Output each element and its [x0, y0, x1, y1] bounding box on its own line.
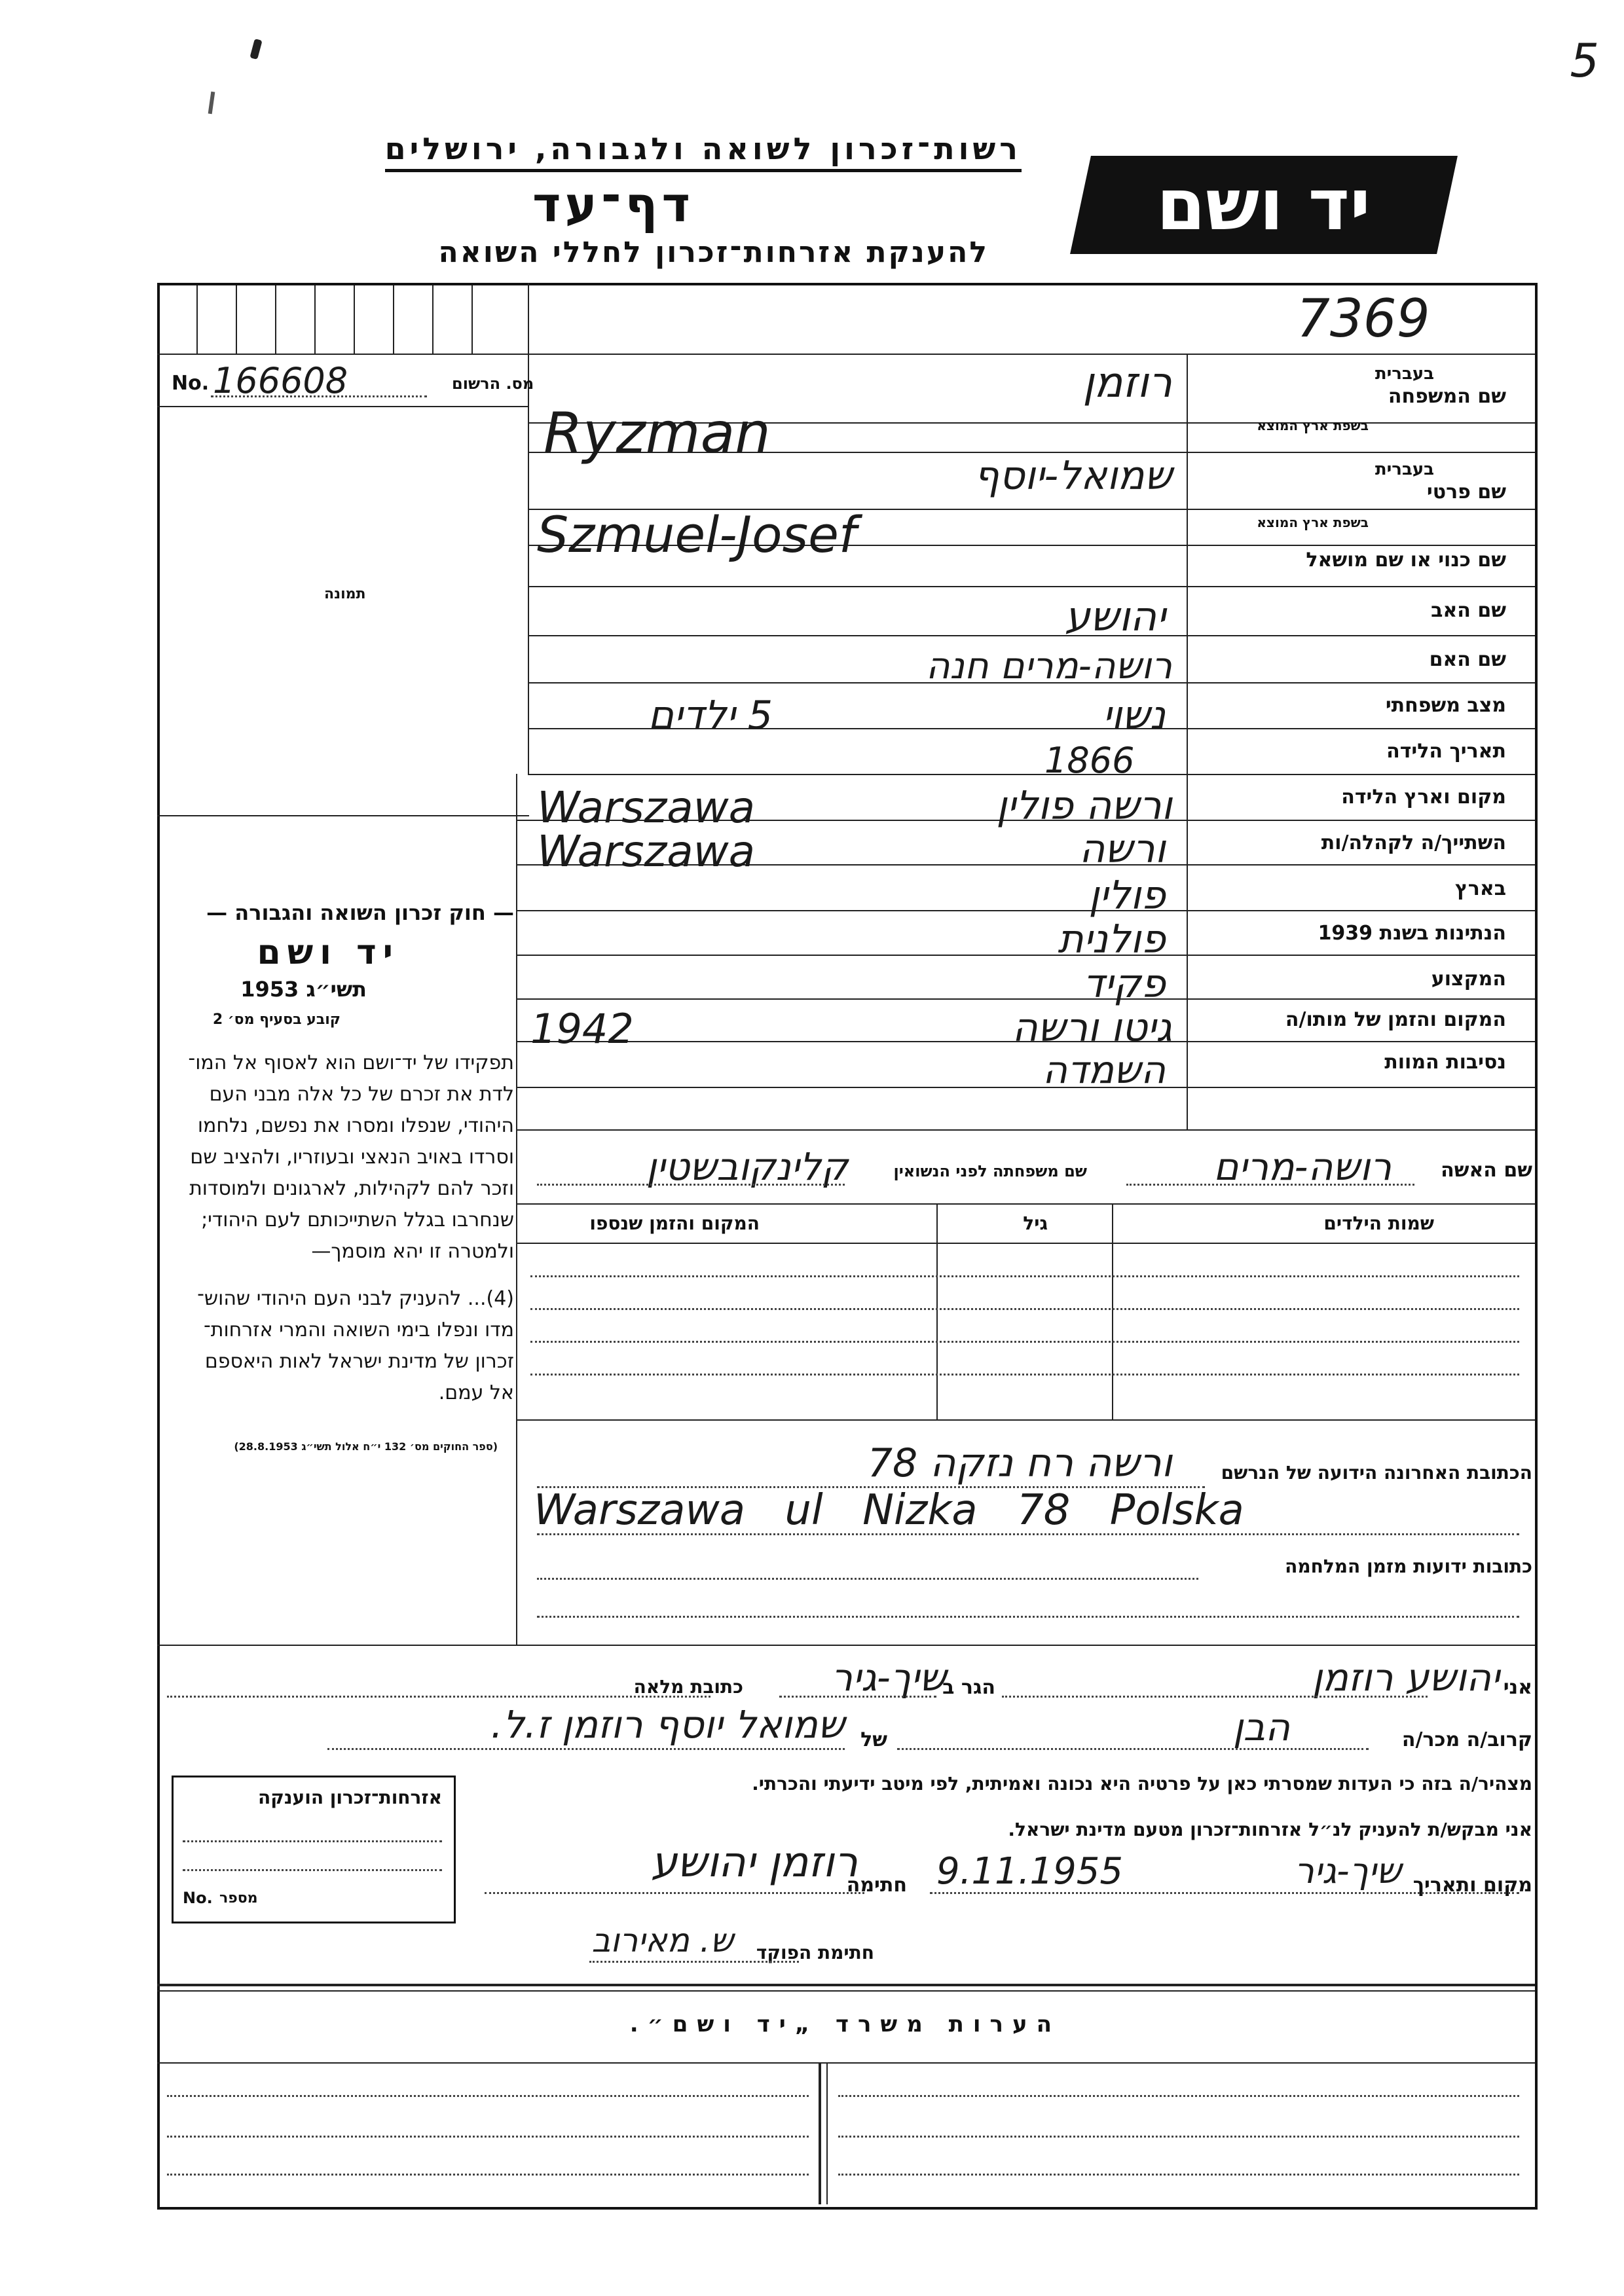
declaration-statement-2: אני מבקש/ת להעניק לנ״ל אזרחות־זכרון מטעם מדינת ישראל. — [1008, 1819, 1532, 1840]
registration-number: 166608 — [213, 360, 348, 401]
last-address-latin: Warszawa ul Nizka 78 Polska — [534, 1486, 1244, 1535]
law-line: לדת את זכרם של כל אלה מבני העם — [209, 1083, 514, 1106]
mother-label: שם האם — [1429, 648, 1506, 671]
citizenship-box-no: No. — [183, 1889, 213, 1907]
law-source: (ספר החוקים מס׳ 132 י״ח אלול תשי״ג 28.8.1953) — [234, 1440, 498, 1453]
country-value: פולין — [1088, 873, 1166, 919]
office-notes-title: הערות משרד „יד ושם״. — [629, 2011, 1061, 2037]
law-clause: קובע בסעיף מס׳ 2 — [212, 1011, 341, 1028]
full-address-label: כתובת מלאה — [633, 1676, 743, 1698]
yad-vashem-logo — [1070, 156, 1458, 254]
record-number: 7369 — [1297, 288, 1430, 349]
marital-children-value: 5 ילדים — [648, 693, 773, 738]
nationality-value: פולנית — [1058, 917, 1166, 962]
law-title: — חוק זכרון השואה והגבורה — — [206, 900, 514, 925]
children-place-header: המקום והזמן שנספו — [589, 1212, 760, 1234]
law-line: וסרדו באויב הנאצי ובעוזריו, ולהציב שם — [190, 1146, 514, 1169]
first-hebrew-sub: בעברית — [1375, 460, 1434, 479]
of-label: של — [860, 1728, 887, 1751]
of-name-value: שמואל יוסף רוזמן ז.ל. — [490, 1702, 845, 1747]
family-name-label: שם המשפחה — [1388, 385, 1506, 408]
community-hebrew: ורשה — [1079, 826, 1166, 872]
wife-maiden-value: קלינקובשטין — [646, 1144, 848, 1189]
form-subtitle: להענקת אזרחות־זכרון לחללי השואה — [438, 236, 989, 269]
wife-label: שם האשה — [1441, 1159, 1532, 1182]
first-latin-value: Szmuel-Josef — [537, 505, 857, 564]
father-value: יהושע — [1064, 592, 1166, 640]
nickname-label: שם כנוי או שם מושאל — [1306, 549, 1506, 572]
official-signature-label: חתימת הפוקד — [756, 1942, 874, 1963]
citizenship-box-title: אזרחות־זכרון הוענקה — [258, 1787, 442, 1808]
community-latin: Warszawa — [537, 826, 756, 877]
authority-title: רשות־זכרון לשואה ולגבורה, ירושלים — [385, 131, 1022, 172]
profession-value: פקיד — [1082, 961, 1166, 1007]
law-line: היהודי, שנפלו ומסרו את נפשם, נלחמו — [197, 1114, 514, 1137]
birthplace-latin: Warszawa — [537, 782, 756, 833]
death-place-label: המקום והזמן של מותו/ה — [1285, 1008, 1506, 1031]
place-value: שיך-גיר — [1294, 1850, 1401, 1891]
family-origin-sub: בשפת ארץ המוצא — [1257, 418, 1369, 433]
community-label: השתייך/ה לקהלה/ות — [1321, 831, 1506, 854]
place-date-label: מקום ותאריך — [1412, 1874, 1532, 1897]
punch-mark — [249, 39, 262, 60]
law-line: ולמטרה זו יהא מוסמך— — [311, 1240, 514, 1263]
law-line: שנחרבו בגלל השתייכותם לעם היהודי; — [201, 1209, 514, 1231]
marital-value: נשוי — [1102, 693, 1166, 738]
law-paragraph-1 — [174, 1048, 514, 1267]
father-label: שם האב — [1431, 599, 1506, 622]
first-hebrew-value: שמואל-יוסף — [974, 453, 1172, 499]
declarant-label: אני — [1503, 1676, 1532, 1699]
children-age-header: גיל — [1023, 1212, 1048, 1234]
war-address-label: כתובות ידועות מזמן המלחמה — [1285, 1556, 1532, 1577]
first-name-label: שם פרטי — [1426, 481, 1506, 503]
law-line: וזכר להם לקהילות, לארגונים ולמוסדות — [189, 1177, 514, 1200]
form-title: דף־עד — [532, 177, 694, 233]
nationality-label: הנתינות בשנת 1939 — [1318, 922, 1506, 945]
children-names-header: שמות הילדים — [1323, 1212, 1434, 1234]
law-line: תפקידו של יד־ושם הוא לאסוף אל המו־ — [188, 1051, 514, 1074]
family-hebrew-value: רוזמן — [1082, 359, 1172, 407]
citizenship-granted-box — [172, 1776, 456, 1923]
death-place-value: גיטו ורשה — [1012, 1005, 1172, 1051]
death-year-value: 1942 — [530, 1005, 634, 1053]
logo-text: יד ושם — [1156, 164, 1371, 246]
citizenship-box-number: מספר — [219, 1890, 258, 1906]
signature-label: חתימה — [846, 1874, 907, 1897]
date-value: 9.11.1955 — [936, 1850, 1124, 1893]
law-line: אל עמם. — [438, 1381, 514, 1404]
law-line: זכרון של מדינת ישראל לאות היאספם — [204, 1350, 514, 1373]
birthplace-label: מקום וארץ הלידה — [1341, 786, 1506, 809]
birthplace-hebrew: ורשה פולין — [996, 783, 1172, 829]
punch-mark — [208, 92, 215, 115]
declarant-town: שיך-גיר — [831, 1655, 946, 1700]
law-line: (4)... להעניק לבני העם היהודי שהוש־ — [197, 1287, 514, 1310]
resides-label: הגר ב — [942, 1676, 995, 1699]
registration-prefix: No. — [172, 372, 210, 395]
photo-label: תמונה — [324, 586, 366, 602]
family-latin-value: Ryzman — [544, 401, 771, 466]
marital-label: מצב משפחתי — [1385, 694, 1506, 717]
law-paragraph-2 — [174, 1283, 514, 1409]
signature-value: רוזמן יהושע — [651, 1838, 858, 1887]
law-line: מדו ונפלו בימי השואה והמרי אזרחות־ — [203, 1319, 514, 1341]
mother-value: רושה-מרים חנה — [925, 645, 1172, 687]
last-address-label: הכתובת האחרונה הידועה של הנרשם — [1221, 1462, 1532, 1484]
wife-value: רושה-מרים — [1213, 1144, 1392, 1189]
registration-label: מס. הרשום — [452, 374, 534, 393]
profession-label: המקצוע — [1431, 968, 1506, 991]
law-name: יד ושם — [257, 933, 399, 972]
birthdate-label: תאריך הלידה — [1386, 740, 1506, 763]
birthdate-value: 1866 — [1044, 740, 1135, 781]
official-signature-value: ש. מאירוב — [591, 1922, 733, 1959]
last-address-hebrew: ורשה רח נזקה 78 — [867, 1440, 1172, 1486]
relative-label: קרוב/ה מכר/ה — [1401, 1728, 1532, 1751]
family-hebrew-sub: בעברית — [1375, 364, 1434, 384]
country-label: בארץ — [1454, 877, 1506, 900]
death-circumstance-value: השמדה — [1043, 1048, 1166, 1092]
wife-maiden-label: שם משפחתה לפני הנשואין — [893, 1162, 1087, 1180]
declarant-name: יהושע רוזמן — [1312, 1655, 1500, 1700]
declaration-statement-1: מצהיר/ה בזה כי העדות שמסרתי כאן על פרטיה היא נכונה ואמיתית, לפי מיטב ידיעתי והכרתי. — [752, 1773, 1532, 1795]
corner-page-number: 5 — [1570, 34, 1599, 88]
first-origin-sub: בשפת ארץ המוצא — [1257, 515, 1369, 530]
law-year: תשי״ג 1953 — [240, 977, 367, 1002]
relation-value: הבן — [1232, 1705, 1290, 1749]
death-circumstance-label: נסיבות המוות — [1384, 1051, 1506, 1074]
